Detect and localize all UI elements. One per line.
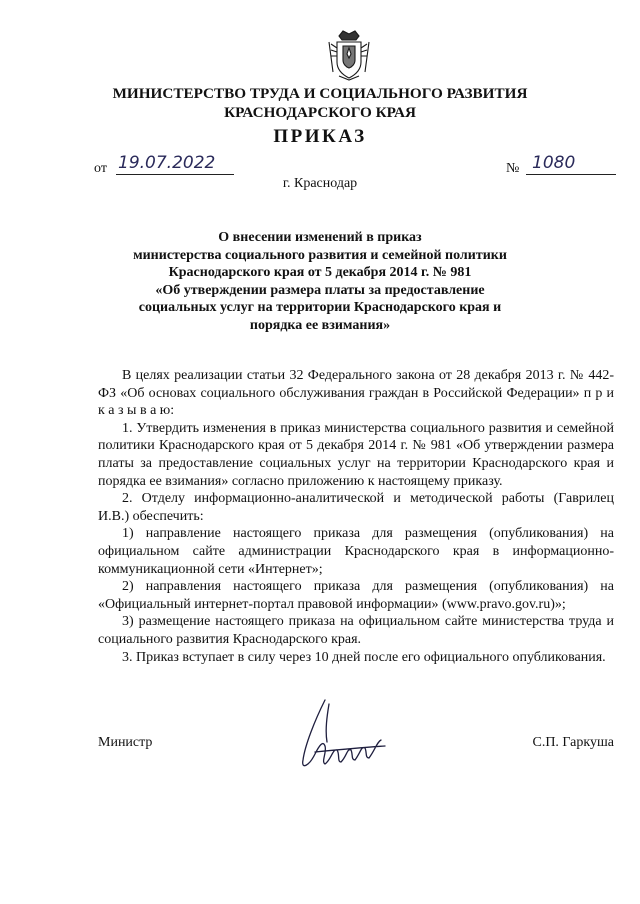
signature-block <box>98 735 614 755</box>
subject-line: порядка ее взимания» <box>249 317 391 333</box>
subject-line: О внесении изменений в приказ <box>218 230 422 245</box>
signatory-position: Министр <box>98 735 153 750</box>
date-label: от <box>94 161 107 176</box>
ministry-name <box>60 84 580 122</box>
ministry-name-line-1: МИНИСТЕРСТВО ТРУДА И СОЦИАЛЬНОГО РАЗВИТИЯ <box>112 85 528 102</box>
handwritten-number: 1080 <box>526 153 616 175</box>
handwritten-date: 19.07.2022 <box>116 153 234 175</box>
body-paragraph-subitem-2: 2) направления настоящего приказа для размещения (опубликования) на «Официальный интернет-портал правовой информации» (www.pravo.gov.ru)»; <box>98 579 614 612</box>
city-label: г. Краснодар <box>282 176 358 191</box>
body-paragraph-item-2: 2. Отделу информационно-аналитической и методической работы (Гаврилец И.В.) обеспечить: <box>98 491 614 524</box>
order-subject <box>120 229 520 334</box>
body-paragraph-item-3: 3. Приказ вступает в силу через 10 дней после его официального опубликования. <box>122 649 606 665</box>
signatory-name: С.П. Гаркуша <box>532 735 614 750</box>
subject-line: Краснодарского края от 5 декабря 2014 г. № 981 <box>168 265 472 280</box>
body-paragraph-item-1: 1. Утвердить изменения в приказ министерства социального развития и семейной политики Краснодарского края от 5 декабря 2014 г. № 981 «Об утверждении размера платы за предоставление социальных услуг на территории Краснодарского края и порядка ее взимания» согласно приложению к настоящему приказу. <box>98 420 614 489</box>
ministry-name-line-2: КРАСНОДАРСКОГО КРАЯ <box>224 104 416 121</box>
body-paragraph-subitem-3: 3) размещение настоящего приказа на официальном сайте министерства труда и социального развития Краснодарского края. <box>98 614 614 647</box>
order-body <box>98 367 614 666</box>
body-paragraph-preamble: В целях реализации статьи 32 Федерального закона от 28 декабря 2013 г. № 442-ФЗ «Об основах социального обслуживания граждан в Российской Федерации» п р и к а з ы в а ю: <box>98 368 614 419</box>
subject-line: социальных услуг на территории Краснодарского края и <box>138 300 502 315</box>
body-paragraph-subitem-1: 1) направление настоящего приказа для размещения (опубликования) на официальном сайте администрации Краснодарского края в информационно-коммуникационной сети «Интернет»; <box>98 526 614 577</box>
document-type-title: ПРИКАЗ <box>273 126 367 147</box>
krasnodar-coat-of-arms-icon <box>325 28 373 82</box>
number-label: № <box>506 161 520 176</box>
subject-line: министерства социального развития и семейной политики <box>133 247 507 263</box>
subject-line: «Об утверждении размера платы за предоставление <box>155 282 485 298</box>
